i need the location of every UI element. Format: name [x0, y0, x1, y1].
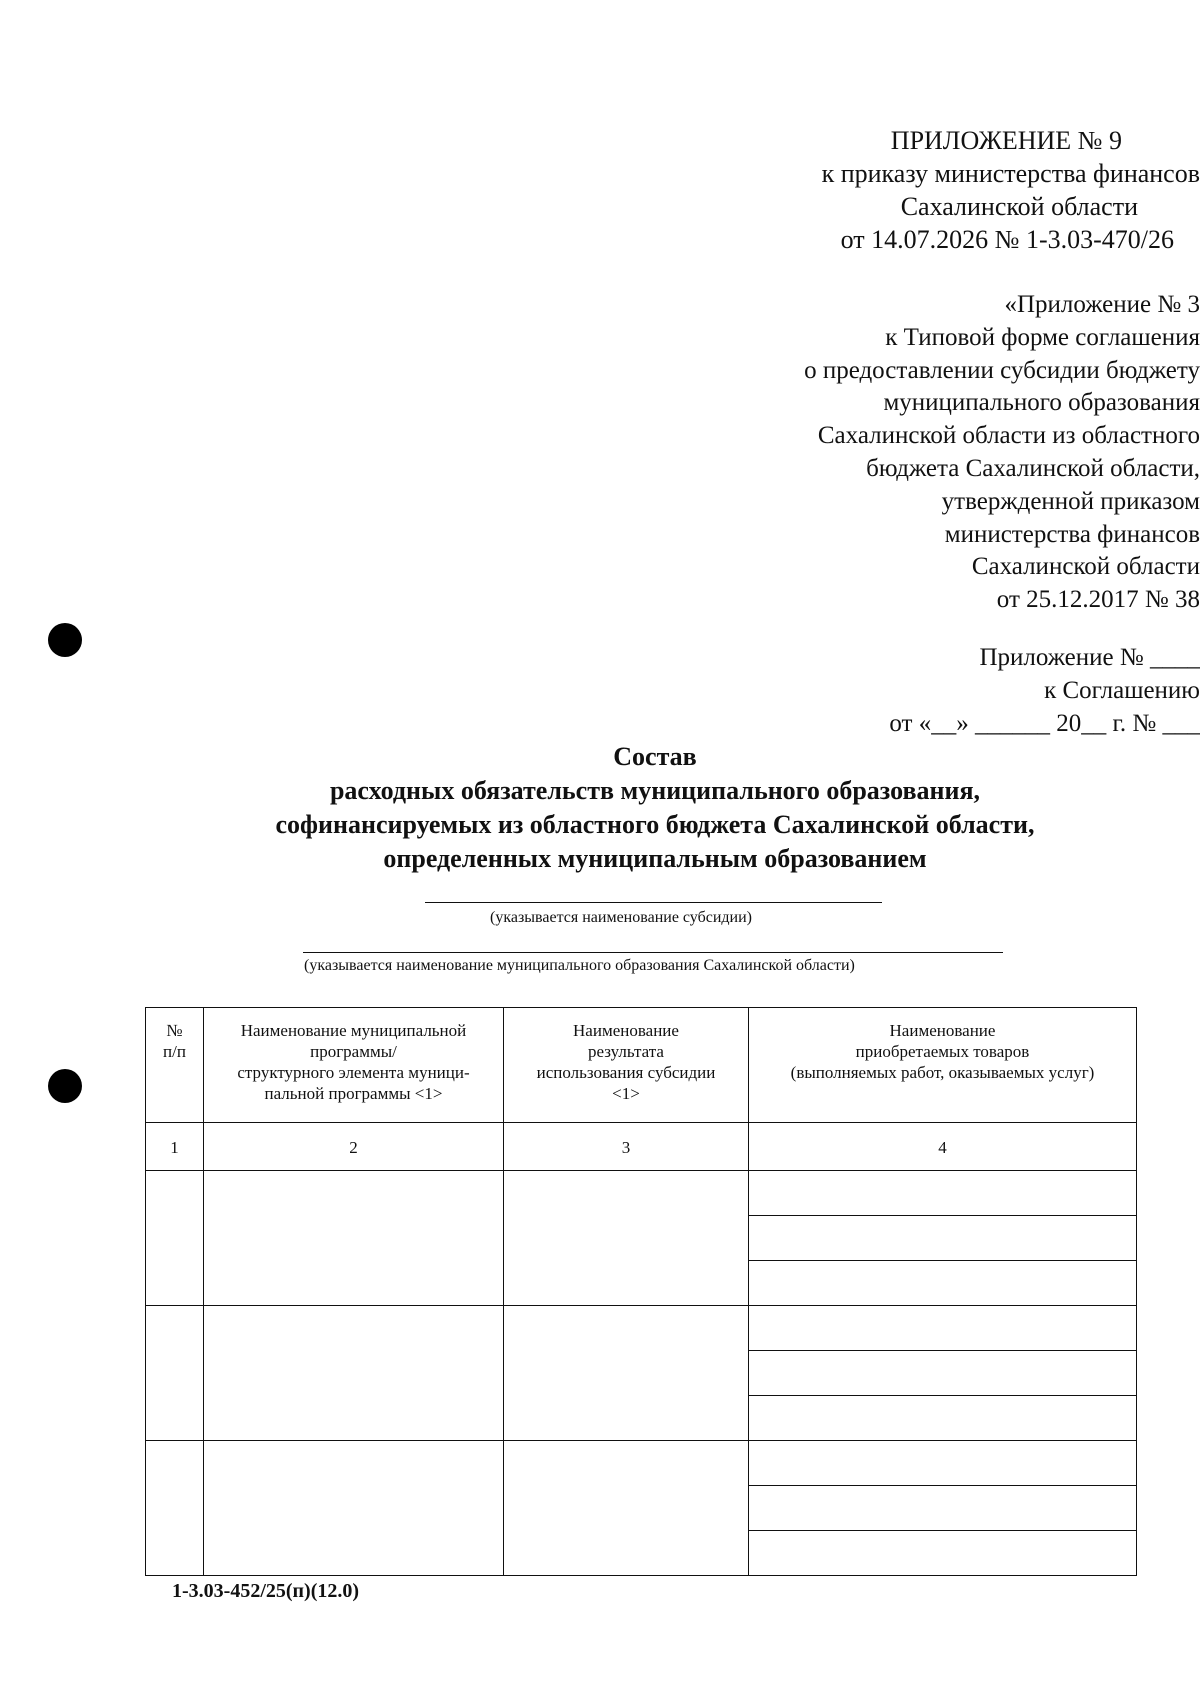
header-cell-result: Наименование результата использования субсидии <1> — [504, 1008, 749, 1123]
column-number: 1 — [146, 1123, 204, 1171]
goods-subrow[interactable] — [749, 1171, 1136, 1216]
punch-hole-bottom — [48, 1069, 82, 1103]
column-number: 3 — [504, 1123, 749, 1171]
goods-subrow[interactable] — [749, 1306, 1136, 1351]
empty-cell[interactable] — [504, 1306, 749, 1441]
municipality-name-line — [303, 952, 1003, 953]
goods-subrows — [749, 1171, 1137, 1306]
title-line: определенных муниципальным образованием — [383, 844, 927, 873]
note-line: «Приложение № 3 — [1004, 291, 1200, 318]
agreement-date-number: от «__» ______ 20__ г. № ___ — [889, 709, 1200, 737]
empty-cell[interactable] — [504, 1171, 749, 1306]
goods-subrow[interactable] — [749, 1261, 1136, 1305]
empty-cell[interactable] — [146, 1171, 204, 1306]
empty-cell[interactable] — [146, 1306, 204, 1441]
empty-cell[interactable] — [204, 1306, 504, 1441]
agreement-to: к Соглашению — [1044, 676, 1200, 704]
obligations-table — [145, 1007, 1137, 1576]
typical-form-note — [67, 289, 1200, 617]
column-number: 2 — [204, 1123, 504, 1171]
column-number-row — [146, 1123, 1137, 1171]
goods-subrows — [749, 1441, 1137, 1576]
table-row — [146, 1306, 1137, 1441]
document-title — [0, 740, 1200, 876]
note-line: Сахалинской области — [971, 553, 1200, 581]
goods-subrow[interactable] — [749, 1351, 1136, 1396]
empty-cell[interactable] — [146, 1441, 204, 1576]
header-cell-goods: Наименование приобретаемых товаров (выполняемых работ, оказываемых услуг) — [749, 1008, 1137, 1123]
municipality-name-caption: (указывается наименование муниципального образования Сахалинской области) — [304, 957, 855, 974]
note-line: муниципального образования — [883, 389, 1200, 417]
appendix-region: Сахалинской области — [900, 192, 1138, 221]
note-line: министерства финансов — [944, 520, 1200, 548]
header-cell-number: № п/п — [146, 1008, 204, 1123]
agreement-reference — [67, 642, 1200, 740]
table-row — [146, 1441, 1137, 1576]
title-line: софинансируемых из областного бюджета Сахалинской области, — [275, 810, 1035, 839]
header-cell-program: Наименование муниципальной программы/ структурного элемента муници- пальной программы <1> — [204, 1008, 504, 1123]
goods-subrow[interactable] — [749, 1486, 1136, 1531]
table-header-row — [146, 1008, 1137, 1123]
note-line: к Типовой форме соглашения — [885, 323, 1200, 351]
document-code: 1-3.03-452/25(п)(12.0) — [172, 1580, 360, 1602]
note-line: о предоставлении субсидии бюджету — [804, 356, 1200, 384]
column-number: 4 — [749, 1123, 1137, 1171]
subsidy-name-caption: (указывается наименование субсидии) — [490, 909, 752, 926]
appendix-header — [67, 124, 1200, 256]
goods-subrow[interactable] — [749, 1441, 1136, 1486]
agreement-appendix-number: Приложение № ____ — [979, 644, 1200, 671]
goods-subrow[interactable] — [749, 1531, 1136, 1575]
appendix-to-order: к приказу министерства финансов — [821, 159, 1200, 188]
goods-subrows — [749, 1306, 1137, 1441]
empty-cell[interactable] — [204, 1171, 504, 1306]
note-line: Сахалинской области из областного — [817, 422, 1200, 450]
title-line: Состав — [613, 742, 697, 771]
goods-subrow[interactable] — [749, 1396, 1136, 1440]
table-row — [146, 1171, 1137, 1306]
appendix-number: ПРИЛОЖЕНИЕ № 9 — [890, 126, 1122, 155]
note-line: утвержденной приказом — [941, 487, 1200, 515]
note-line: от 25.12.2017 № 38 — [996, 586, 1200, 614]
subsidy-name-line — [425, 902, 882, 903]
appendix-order-date: от 14.07.2026 № 1-3.03-470/26 — [840, 225, 1174, 254]
title-line: расходных обязательств муниципального образования, — [329, 776, 981, 805]
empty-cell[interactable] — [204, 1441, 504, 1576]
goods-subrow[interactable] — [749, 1216, 1136, 1261]
note-line: бюджета Сахалинской области, — [866, 454, 1200, 482]
empty-cell[interactable] — [504, 1441, 749, 1576]
